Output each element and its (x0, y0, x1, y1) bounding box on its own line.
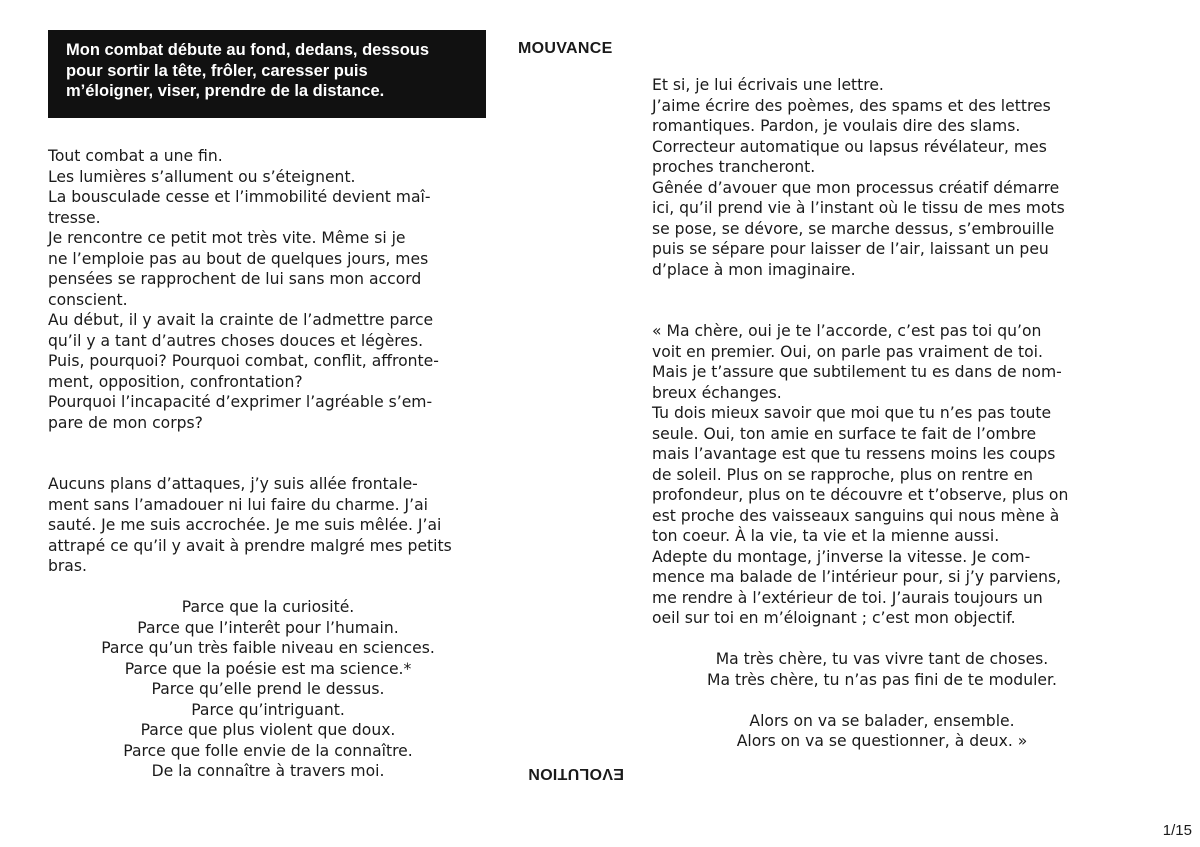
section-label-mouvance: MOUVANCE (518, 40, 613, 57)
page-number: 1/15 (1162, 822, 1192, 839)
right-paragraph-2: « Ma chère, oui je te l’accorde, c’est pas toi qu’on voit en premier. Oui, on parle pas vraiment de toi. Mais je t’assure que subtilement tu es dans de nom- breux échanges. Tu dois mieux savoir que moi que tu n’es pas toute seule. Oui, ton amie en surface te fait de l’ombre mais l’avantage est que tu ressens moins les coups de soleil. Plus on se rapproche, plus on rentre en profondeur, plus on te découvre et t’observe, plus on est proche des vaisseaux sanguins qui nous mène à ton coeur. À la vie, ta vie et la mienne aussi. Adepte du montage, j’inverse la vitesse. Je com- mence ma balade de l’intérieur pour, si j’y parviens, me rendre à l’extérieur de toi. J’aurais toujours un oeil sur toi en m’éloignant ; c’est mon objectif. (652, 322, 1069, 627)
intro-quote-text: Mon combat débute au fond, dedans, dessous pour sortir la tête, frôler, caresser puis m’éloigner, viser, prendre de la distance. (66, 41, 430, 100)
section-label-evolution: EVOLUTION (527, 765, 624, 782)
left-paragraph-2: Aucuns plans d’attaques, j’y suis allée frontale- ment sans l’amadouer ni lui faire du charme. J’ai sauté. Je me suis accrochée. Je me suis mêlée. J’ai attrapé ce qu’il y avait à prendre malgré mes petits bras. (48, 475, 452, 575)
left-paragraph-1: Tout combat a une fin. Les lumières s’allument ou s’éteignent. La bousculade cesse et l’immobilité devient maî- tresse. Je rencontre ce petit mot très vite. Même si je ne l’emploie pas au bout de quelques jours, mes pensées se rapprochent de lui sans mon accord conscient. Au début, il y avait la crainte de l’admettre parce qu’il y a tant d’autres choses douces et légères. Puis, pourquoi? Pourquoi combat, conflit, affronte- ment, opposition, confrontation? Pourquoi l’incapacité d’exprimer l’agréable s’em- pare de mon corps? (48, 147, 439, 432)
right-column (652, 75, 1112, 752)
right-centered-verses-2: Alors on va se balader, ensemble. Alors on va se questionner, à deux. » (736, 711, 1028, 750)
left-column (48, 146, 488, 782)
right-paragraph-1: Et si, je lui écrivais une lettre. J’aime écrire des poèmes, des spams et des lettres romantiques. Pardon, je voulais dire des slams. Correcteur automatique ou lapsus révélateur, mes proches trancheront. Gênée d’avouer que mon processus créatif démarre ici, qu’il prend vie à l’instant où le tissu de mes mots se pose, se dévore, se marche dessus, s’embrouille puis se sépare pour laisser de l’air, laissant un peu d’place à mon imaginaire. (652, 76, 1065, 279)
right-centered-verses-1: Ma très chère, tu vas vivre tant de choses. Ma très chère, tu n’as pas fini de te moduler. (707, 650, 1057, 689)
intro-quote-box (48, 30, 486, 118)
left-centered-verses: Parce que la curiosité. Parce que l’interêt pour l’humain. Parce qu’un très faible niveau en sciences. Parce que la poésie est ma science.* Parce qu’elle prend le dessus. Parce qu’intriguant. Parce que plus violent que doux. Parce que folle envie de la connaître. De la connaître à travers moi. (101, 598, 435, 780)
